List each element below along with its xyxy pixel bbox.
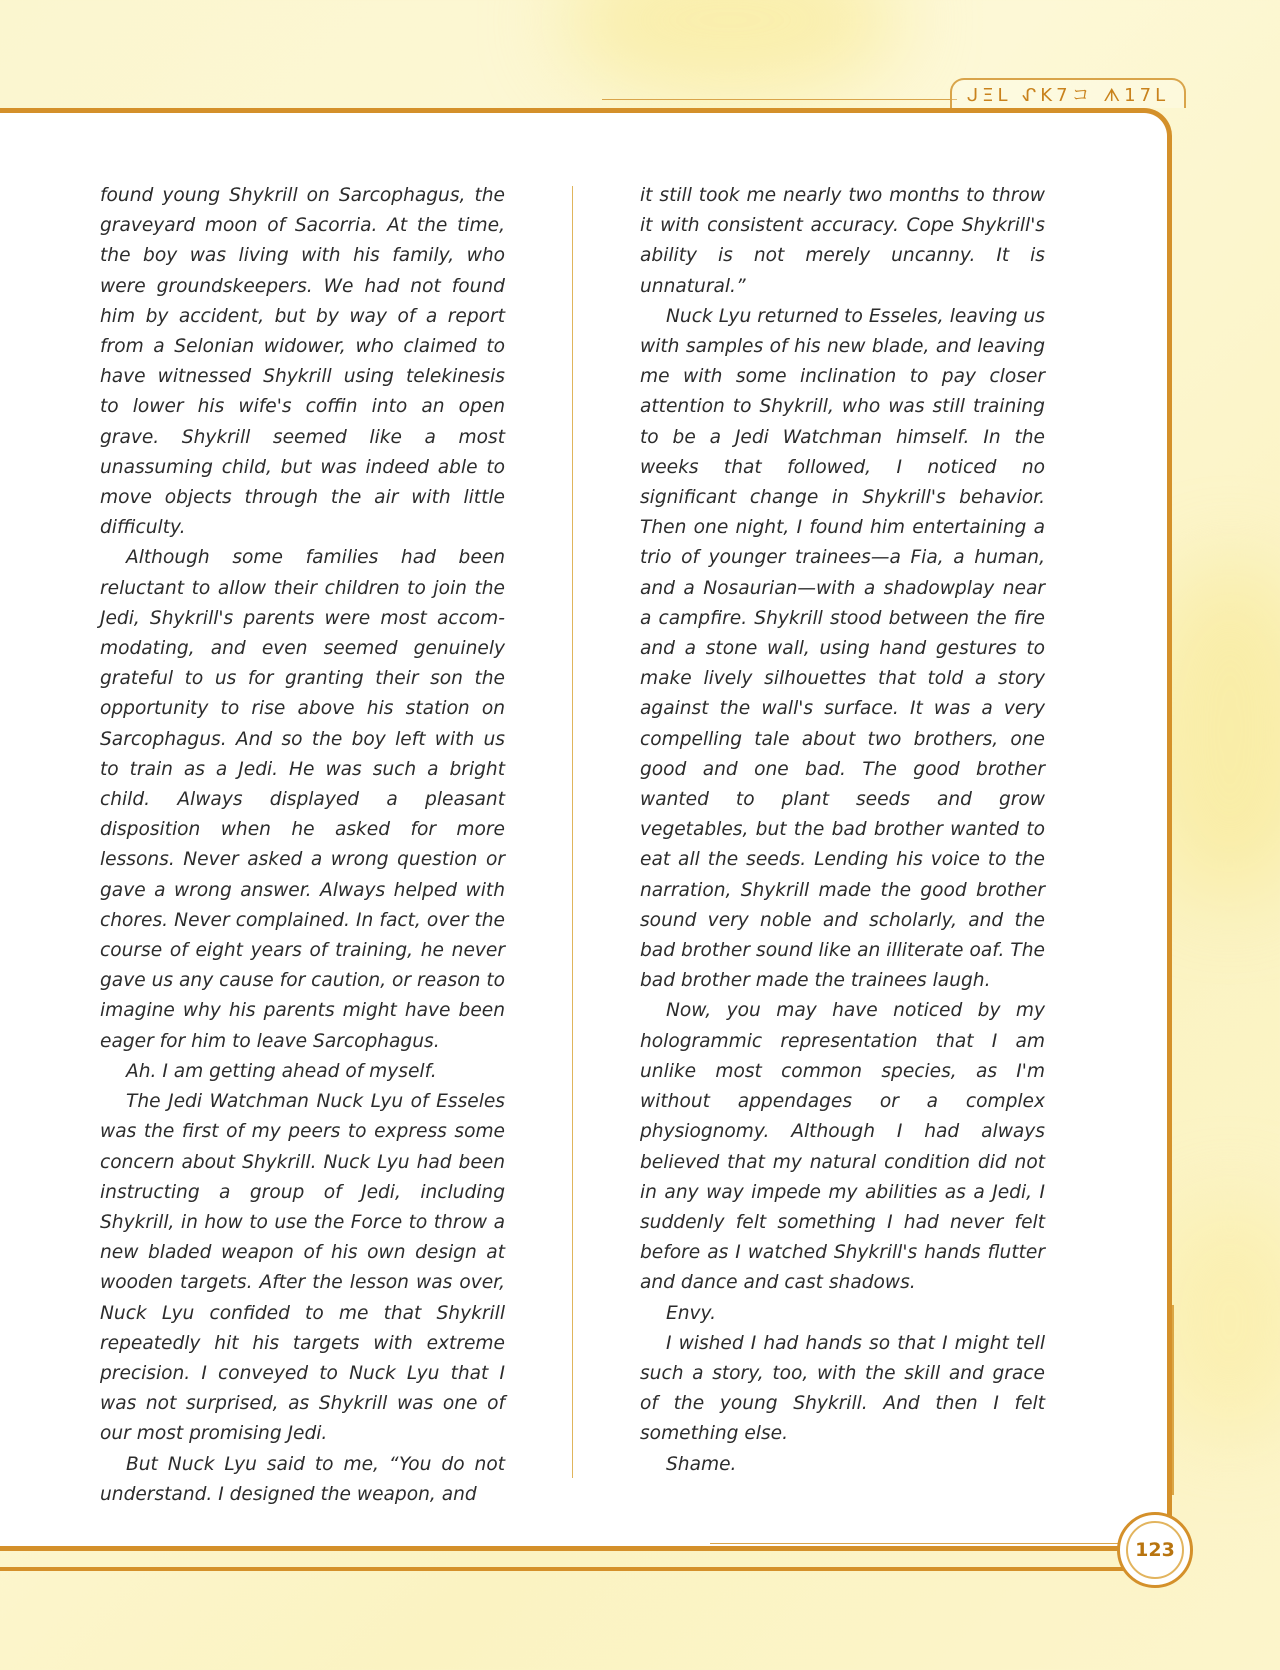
paragraph: But Nuck Lyu said to me, “You do not understand. I designed the weapon, and — [100, 1453, 505, 1505]
decorative-rule — [1172, 1305, 1174, 1495]
footer-rule — [710, 1543, 1120, 1544]
right-text-column — [640, 181, 1045, 1480]
background-glow — [560, 0, 900, 100]
footer-frame-line — [0, 1567, 1140, 1571]
aurebesh-header-title: ᒍΞᒪ ᖋK7コ ᗑ17ᒪ — [950, 78, 1186, 108]
page-number-badge — [1117, 1512, 1193, 1588]
paragraph: Although some families had been reluctant to allow their children to join the Jedi, Shykrill's parents were most accom-modating, and even seemed genuinely grateful to us for granting their son the opportunity to rise above his station on Sarcophagus. And so the boy left with us to train as a Jedi. He was such a bright child. Always displayed a pleasant disposition when he asked for more lessons. Never asked a wrong question or gave a wrong answer. Always helped with chores. Never complained. In fact, over the course of eight years of training, he never gave us any cause for caution, or reason to imagine why his parents might have been eager for him to leave Sarcophagus. — [100, 547, 505, 1052]
left-text-column — [100, 181, 505, 1510]
header-rule — [602, 99, 957, 100]
paragraph: I wished I had hands so that I might tell such a story, too, with the skill and grace of the young Shykrill. And then I felt something else. — [640, 1332, 1045, 1445]
paragraph: Nuck Lyu returned to Esseles, leaving us with samples of his new blade, and leaving me with some inclination to pay closer attention to Shykrill, who was still training to be a Jedi Watchman himself. In the weeks that followed, I noticed no significant change in Shykrill's behavior. Then one night, I found him entertaining a trio of younger trainees—a Fia, a human, and a Nosaurian—with a shadowplay near a campfire. Shykrill stood between the fire and a stone wall, using hand gestures to make lively silhouettes that told a story against the wall's surface. It was a very compelling tale about two brothers, one good and one bad. The good brother wanted to plant seeds and grow vegetables, but the bad brother wanted to eat all the seeds. Lending his voice to the narration, Shykrill made the good brother sound very noble and scholarly, and the bad brother sound like an illiterate oaf. The bad brother made the trainees laugh. — [640, 305, 1045, 992]
column-divider — [572, 186, 573, 1478]
paragraph: it still took me nearly two months to throw it with consistent accuracy. Cope Shykrill's ability is not merely uncanny. It is unnatural.” — [640, 185, 1045, 297]
page-number: 123 — [1135, 1539, 1175, 1561]
paragraph: Now, you may have noticed by my hologrammic representation that I am unlike most common species, as I'm without appendages or a complex physiognomy. Although I had always believed that my natural condition did not in any way impede my abilities as a Jedi, I suddenly felt something I had never felt before as I watched Shykrill's hands flutter and dance and cast shadows. — [640, 1000, 1045, 1294]
paragraph: Envy. — [666, 1302, 717, 1324]
paragraph: The Jedi Watchman Nuck Lyu of Esseles was the first of my peers to express some concern about Shykrill. Nuck Lyu had been instructing a group of Jedi, including Shykrill, in how to use the Force to throw a new bladed weapon of his own design at wooden targets. After the lesson was over, Nuck Lyu confided to me that Shykrill repeatedly hit his targets with extreme precision. I conveyed to Nuck Lyu that I was not surprised, as Shykrill was one of our most promising Jedi. — [100, 1091, 505, 1445]
paragraph: found young Shykrill on Sarcophagus, the graveyard moon of Sacorria. At the time, the boy was living with his family, who were groundskeepers. We had not found him by accident, but by way of a report from a Selonian widower, who claimed to have witnessed Shykrill using telekinesis to lower his wife's coffin into an open grave. Shykrill seemed like a most unassuming child, but was indeed able to move objects through the air with little difficulty. — [100, 185, 505, 539]
paragraph: Shame. — [666, 1453, 737, 1475]
paragraph: Ah. I am getting ahead of myself. — [126, 1060, 437, 1082]
